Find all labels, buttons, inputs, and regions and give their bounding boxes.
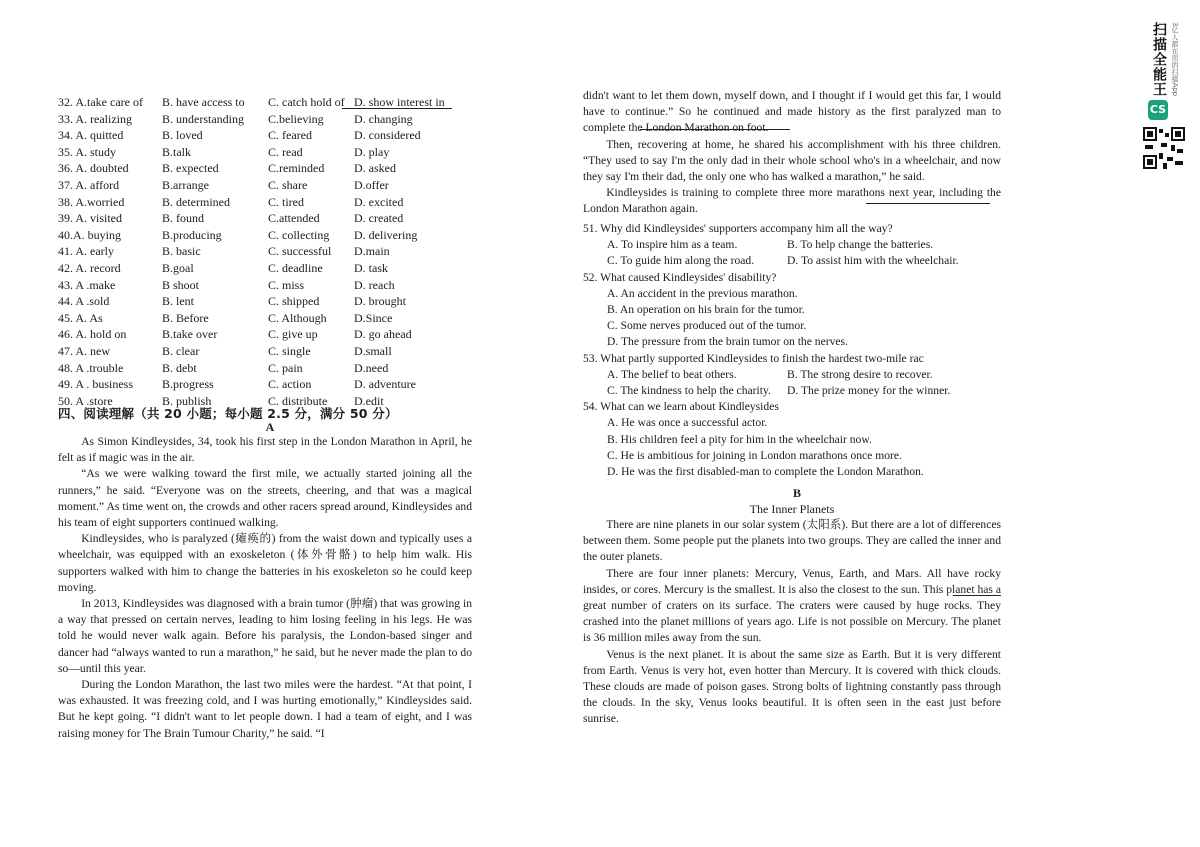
handwritten-underline bbox=[342, 108, 452, 109]
qr-code-icon bbox=[1143, 127, 1185, 169]
paragraph: There are four inner planets: Mercury, Venus, Earth, and Mars. All have rocky insides, or cores. Mercury is the smallest. It is also the closest to the sun. This planet has a great number of craters on its surface. The craters were caused by huge rocks. They crashed into the planet millions of years ago. Life is not possible on Mercury. The planet is 36 million miles away from the sun. bbox=[583, 566, 1001, 645]
option-choice: C. pain bbox=[268, 360, 303, 375]
answer-option: A. The belief to beat others. bbox=[607, 367, 737, 381]
option-row bbox=[58, 111, 478, 128]
option-choice: 43. A .make bbox=[58, 277, 116, 292]
option-pair-row bbox=[607, 367, 1001, 383]
option-choice: C.believing bbox=[268, 111, 324, 126]
option-row bbox=[58, 243, 478, 260]
option-row bbox=[58, 376, 478, 393]
answer-option: B. An operation on his brain for the tumor. bbox=[607, 303, 805, 317]
handwritten-underline bbox=[640, 129, 790, 130]
scanner-app-name: 扫描全能王 bbox=[1151, 22, 1167, 97]
handwritten-underline bbox=[953, 595, 1001, 596]
answer-option: C. To guide him along the road. bbox=[607, 254, 755, 268]
question-stem: 54. What can we learn about Kindleysides bbox=[583, 400, 779, 414]
option-choice: 45. A. As bbox=[58, 310, 103, 325]
question-options bbox=[607, 237, 1001, 269]
option-choice: D. go ahead bbox=[354, 327, 412, 342]
question-stem: 52. What caused Kindleysides' disability? bbox=[583, 270, 777, 284]
option-row bbox=[58, 343, 478, 360]
section-heading: 四、阅读理解（共 20 小题；每小题 2.5 分，满分 50 分） bbox=[58, 406, 398, 421]
option-row bbox=[58, 227, 478, 244]
option-choice: 41. A. early bbox=[58, 244, 114, 259]
option-choice: 42. A. record bbox=[58, 260, 121, 275]
option-choice: B. loved bbox=[162, 128, 203, 143]
scanner-app-subtitle: 3亿人都在用的扫描App bbox=[1171, 22, 1179, 97]
question-options bbox=[607, 286, 1001, 351]
option-choice: 50. A .store bbox=[58, 393, 113, 408]
passage-b-text bbox=[583, 517, 1001, 728]
answer-option: B. The strong desire to recover. bbox=[787, 367, 933, 381]
option-choice: B.talk bbox=[162, 144, 191, 159]
option-choice: C. distribute bbox=[268, 393, 328, 408]
handwritten-underline bbox=[866, 203, 990, 204]
answer-option: C. The kindness to help the charity. bbox=[607, 384, 771, 398]
option-choice: D. brought bbox=[354, 294, 406, 309]
answer-option: A. He was once a successful actor. bbox=[607, 416, 768, 430]
option-choice: D. considered bbox=[354, 128, 421, 143]
paragraph: There are nine planets in our solar system (太阳系). But there are a lot of differences between them. Some people put the planets into two groups. They are called the inner and the outer planets. bbox=[583, 518, 1001, 564]
option-choice: D. play bbox=[354, 144, 390, 159]
option-choice: D. reach bbox=[354, 277, 395, 292]
option-choice: 38. A.worried bbox=[58, 194, 125, 209]
option-choice: 32. A.take care of bbox=[58, 95, 143, 109]
paragraph: Kindleysides, who is paralyzed (瘫痪的) from the waist down and typically uses a wheelchair, was equipped with an exoskeleton (体外骨骼) to help him walk. His supporters walked with him to change the batteries in his exoskeleton so he could keep moving. bbox=[58, 532, 472, 594]
option-choice: C. successful bbox=[268, 244, 332, 259]
option-choice: B. expected bbox=[162, 161, 219, 176]
passage-a-continuation bbox=[583, 88, 1001, 218]
option-row bbox=[58, 277, 478, 294]
option-choice: B. Before bbox=[162, 310, 209, 325]
paragraph: Then, recovering at home, he shared his accomplishment with his three children. “They used to say I'm the only dad in their whole school who's in a wheelchair, and now they say I'm their dad, the only one who has walked a marathon,” he said. bbox=[583, 137, 1001, 184]
option-pair-row bbox=[607, 253, 1001, 269]
option-choice: 40.A. buying bbox=[58, 227, 121, 242]
paragraph: Venus is the next planet. It is about the same size as Earth. But it is very different from Earth. Venus is very hot, even hotter than Mercury. It is covered with thick clouds. These clouds are made of poison gases. Strong bolts of lightning constantly pass through the clouds. In the sky, Venus looks beautiful. It is often seen in the east just before sunrise. bbox=[583, 647, 1001, 726]
paragraph: “As we were walking toward the first mile, we actually started joining all the runners,” he said. “Everyone was on the streets, cheering, and that was a magical moment.” As time went on, the crowds and other racers spread around, Kindleysides and his team of eight supporters continued walking. bbox=[58, 467, 472, 530]
answer-option: D. The pressure from the brain tumor on the nerves. bbox=[607, 335, 848, 349]
option-choice: C. feared bbox=[268, 128, 312, 143]
paragraph: Kindleysides is training to complete three more marathons next year, including the London Marathon again. bbox=[583, 186, 1001, 216]
answer-option: D. The prize money for the winner. bbox=[787, 384, 951, 398]
option-row bbox=[58, 326, 478, 343]
option-choice: C. read bbox=[268, 144, 303, 159]
option-choice: B. publish bbox=[162, 393, 212, 408]
answer-option: B. His children feel a pity for him in the wheelchair now. bbox=[607, 432, 872, 446]
passage-b-title: The Inner Planets bbox=[749, 502, 835, 516]
option-choice: C.reminded bbox=[268, 161, 325, 176]
option-choice: 47. A. new bbox=[58, 343, 110, 358]
option-choice: C. Although bbox=[268, 310, 327, 325]
option-choice: D.Since bbox=[354, 310, 393, 325]
option-choice: C. collecting bbox=[268, 227, 330, 242]
passage-b-label: B bbox=[792, 486, 801, 500]
cloze-options-grid bbox=[58, 94, 478, 409]
question-stem: 51. Why did Kindleysides' supporters accompany him all the way? bbox=[583, 222, 893, 235]
option-choice: 48. A .trouble bbox=[58, 360, 124, 375]
option-choice: B.goal bbox=[162, 260, 194, 275]
paragraph: In 2013, Kindleysides was diagnosed with a brain tumor (肿瘤) that was growing in a way that pressed on certain nerves, leading to him losing feeling in his legs. He was told he would never walk again. Before his paralysis, the London-based singer and dancer had “always wanted to run a marathon,” he said, but he never made the plan to do so—until this year. bbox=[58, 597, 472, 675]
option-choice: D.main bbox=[354, 244, 390, 259]
answer-option: C. Some nerves produced out of the tumor. bbox=[607, 319, 807, 333]
option-choice: 49. A . business bbox=[58, 377, 134, 392]
option-choice: B.take over bbox=[162, 327, 218, 342]
option-choice: 34. A. quitted bbox=[58, 128, 124, 143]
option-row bbox=[58, 360, 478, 377]
option-choice: B.arrange bbox=[162, 177, 209, 192]
option-choice: D. created bbox=[354, 211, 404, 226]
option-choice: B. debt bbox=[162, 360, 197, 375]
option-row bbox=[58, 160, 478, 177]
option-row bbox=[58, 210, 478, 227]
question-options bbox=[607, 367, 1001, 399]
option-pair-row bbox=[607, 383, 1001, 399]
answer-option: C. He is ambitious for joining in London marathons once more. bbox=[607, 448, 902, 462]
option-choice: B. clear bbox=[162, 343, 200, 358]
answer-option: D. He was the first disabled-man to complete the London Marathon. bbox=[607, 465, 924, 479]
option-row bbox=[58, 260, 478, 277]
paragraph: didn't want to let them down, myself down, and I thought if I would get this far, I would have to continue.” So he continued and made history as the first paralyzed man to complete the London Marathon on foot. bbox=[583, 89, 1001, 135]
answer-option: D. To assist him with the wheelchair. bbox=[787, 254, 959, 268]
option-row bbox=[58, 177, 478, 194]
answer-option: B. To help change the batteries. bbox=[787, 238, 934, 252]
option-choice: D.offer bbox=[354, 177, 389, 192]
option-choice: C. share bbox=[268, 177, 308, 192]
option-choice: C. miss bbox=[268, 277, 305, 292]
option-choice: C. shipped bbox=[268, 294, 320, 309]
option-choice: B. understanding bbox=[162, 111, 244, 126]
option-choice: D. show interest in bbox=[354, 95, 445, 109]
option-row bbox=[58, 194, 478, 211]
option-choice: C.attended bbox=[268, 211, 320, 226]
option-choice: C. single bbox=[268, 343, 311, 358]
option-row bbox=[58, 127, 478, 144]
option-choice: D. task bbox=[354, 260, 388, 275]
option-choice: 35. A. study bbox=[58, 144, 117, 159]
option-choice: C. tired bbox=[268, 194, 304, 209]
option-choice: 37. A. afford bbox=[58, 177, 120, 192]
option-choice: C. action bbox=[268, 377, 312, 392]
option-choice: D. adventure bbox=[354, 377, 416, 392]
answer-option: A. To inspire him as a team. bbox=[607, 238, 738, 252]
option-pair-row bbox=[607, 237, 1001, 253]
answer-option: A. An accident in the previous marathon. bbox=[607, 286, 798, 300]
option-choice: D.edit bbox=[354, 393, 384, 408]
option-choice: D. delivering bbox=[354, 227, 418, 242]
option-choice: D. changing bbox=[354, 111, 413, 126]
passage-a-text bbox=[58, 434, 472, 742]
option-choice: B.progress bbox=[162, 377, 214, 392]
option-choice: B. determined bbox=[162, 194, 230, 209]
paragraph: As Simon Kindleysides, 34, took his first step in the London Marathon in April, he felt as if magic was in the air. bbox=[58, 435, 472, 465]
option-choice: C. catch hold of bbox=[268, 95, 345, 109]
option-choice: C. give up bbox=[268, 327, 318, 342]
questions-block bbox=[583, 221, 1001, 480]
option-choice: 39. A. visited bbox=[58, 211, 123, 226]
option-choice: 33. A. realizing bbox=[58, 111, 132, 126]
option-choice: B. basic bbox=[162, 244, 201, 259]
option-choice: B. found bbox=[162, 211, 204, 226]
option-choice: B. lent bbox=[162, 294, 194, 309]
paragraph: During the London Marathon, the last two miles were the hardest. “At that point, I was exhausted. It was freezing cold, and I was hurting emotionally,” Kindleysides said. But he kept going. “I didn't want to let people down. I had a team of eight, and I was raising money for The Brain Tumour Charity,” he said. “I bbox=[58, 678, 472, 740]
option-choice: 44. A .sold bbox=[58, 294, 110, 309]
option-choice: B. have access to bbox=[162, 95, 245, 109]
option-choice: D. excited bbox=[354, 194, 404, 209]
option-row bbox=[58, 144, 478, 161]
option-choice: 36. A. doubted bbox=[58, 161, 129, 176]
option-choice: B shoot bbox=[162, 277, 200, 292]
option-choice: 46. A. hold on bbox=[58, 327, 127, 342]
option-choice: D.need bbox=[354, 360, 389, 375]
question-stem: 53. What partly supported Kindleysides to finish the hardest two-mile rac bbox=[583, 351, 924, 365]
passage-a-label: A bbox=[265, 420, 275, 434]
option-row bbox=[58, 293, 478, 310]
scanner-logo-icon: CS bbox=[1148, 100, 1168, 120]
question-options bbox=[607, 415, 1001, 480]
option-choice: B.producing bbox=[162, 227, 222, 242]
option-row bbox=[58, 310, 478, 327]
option-choice: D.small bbox=[354, 343, 392, 358]
option-choice: C. deadline bbox=[268, 260, 323, 275]
option-choice: D. asked bbox=[354, 161, 396, 176]
